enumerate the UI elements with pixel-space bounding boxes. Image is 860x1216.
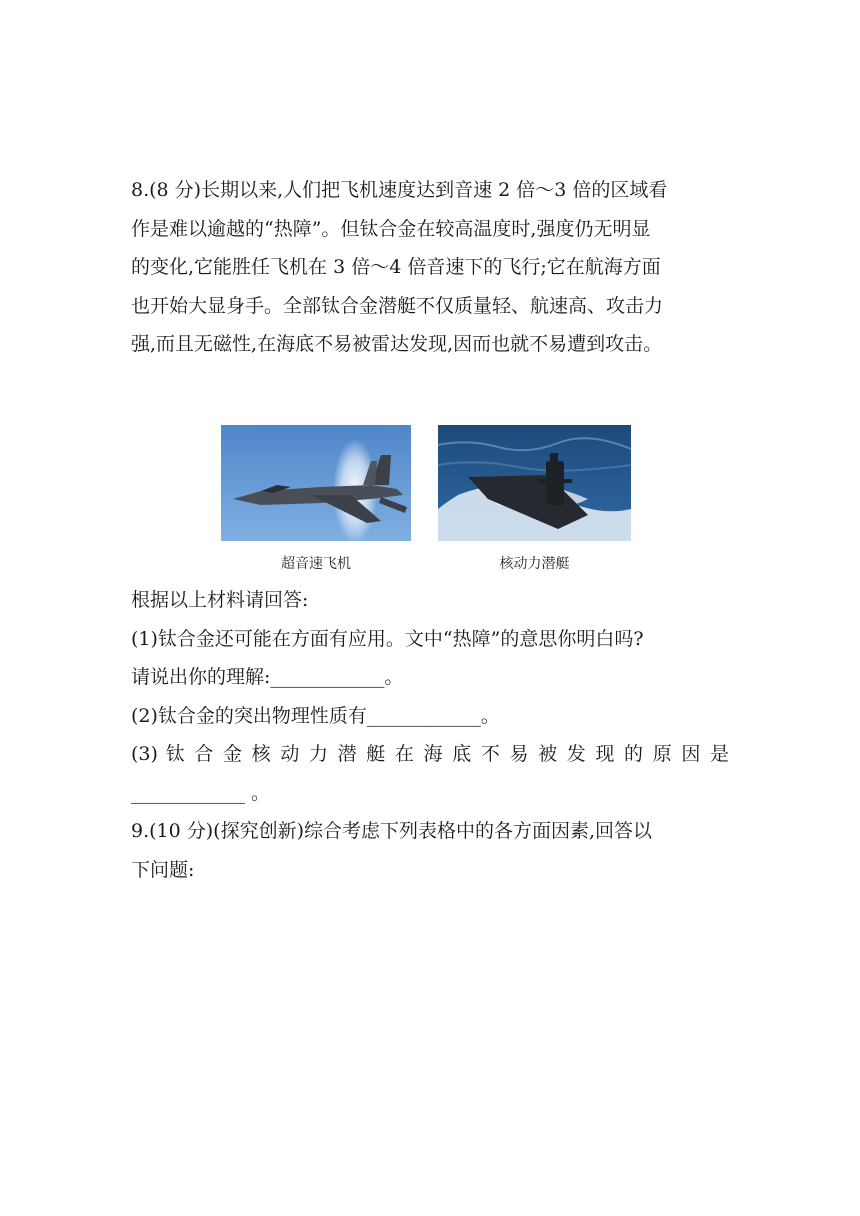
figure-caption: 核动力潜艇 (499, 556, 570, 572)
question-8-subquestions (131, 581, 729, 889)
passage-line: 强,而且无磁性,在海底不易被雷达发现,因而也就不易遭到攻击。 (131, 333, 663, 355)
figure-nuclear-submarine (438, 425, 631, 573)
subquestion-3-line1: (3) 钛 合 金 核 动 力 潜 艇 在 海 底 不 易 被 发 现 的 原 因 是 (131, 743, 729, 765)
subquestion-2: (2)钛合金的突出物理性质有____________。 (131, 704, 500, 727)
figure-supersonic-jet (221, 425, 411, 573)
question-8-passage (131, 171, 729, 364)
passage-line: 的变化,它能胜任飞机在 3 倍～4 倍音速下的飞行;它在航海方面 (131, 256, 661, 278)
subquestion-1-line1: (1)钛合金还可能在方面有应用。文中“热障”的意思你明白吗? (131, 627, 644, 650)
question-9-line1: 9.(10 分)(探究创新)综合考虑下列表格中的各方面因素,回答以 (131, 820, 653, 842)
passage-line: 作是难以逾越的“热障”。但钛合金在较高温度时,强度仍无明显 (131, 217, 651, 240)
subquestion-3-line2: ____________ 。 (131, 781, 271, 804)
passage-line: 也开始大显身手。全部钛合金潜艇不仅质量轻、航速高、攻击力 (131, 294, 664, 317)
figure-caption: 超音速飞机 (281, 556, 351, 572)
jet-fighter-icon (221, 425, 411, 541)
question-9-line2: 下问题: (131, 858, 195, 881)
subquestion-1-line2: 请说出你的理解:____________。 (131, 666, 404, 688)
submarine-icon (438, 425, 631, 541)
prompt-text: 根据以上材料请回答: (131, 589, 309, 611)
passage-line: 8.(8 分)长期以来,人们把飞机速度达到音速 2 倍～3 倍的区域看 (131, 179, 668, 201)
